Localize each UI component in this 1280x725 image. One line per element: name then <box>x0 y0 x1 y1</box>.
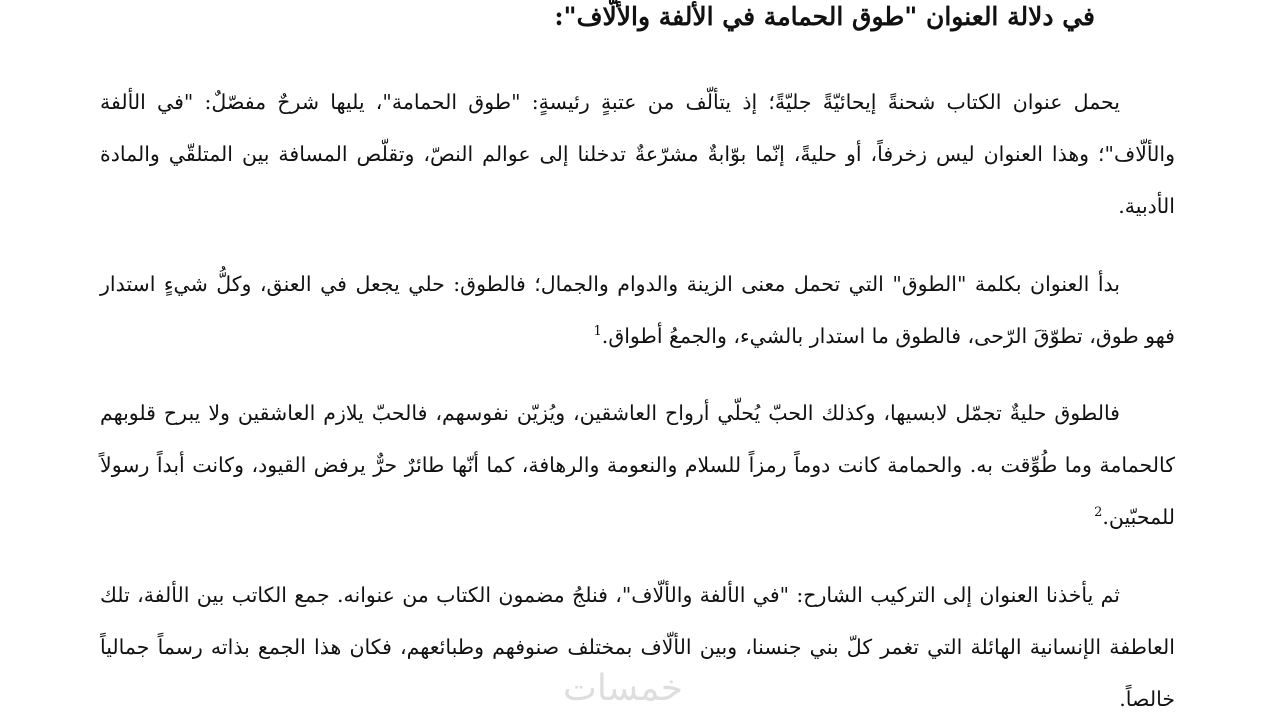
footnote-marker[interactable]: 2 <box>1094 505 1103 521</box>
paragraph-title-intro <box>100 76 1175 232</box>
paragraph-dove-symbol <box>100 387 1175 543</box>
paragraph-tawq-meaning <box>100 258 1175 362</box>
paragraph-text: يحمل عنوان الكتاب شحنةً إيحائيّةً جليّةً؛ إذ يتألّف من عتبةٍ رئيسةٍ: "طوق الحمامة"، يليها شرحٌ مفصّلٌ: "في الألفة والألّاف"؛ وهذا العنوان ليس زخرفاً، أو حليةً، إنّما بوّابةٌ مشرّعةٌ تدخلنا إلى عوالم النصّ، وتقلّص المسافة بين المتلقّي والمادة الأدبية. <box>100 90 1175 218</box>
section-heading: في دلالة العنوان "طوق الحمامة في الألفة والألّاف": <box>554 2 1095 31</box>
paragraph-explanatory-phrase <box>100 569 1175 725</box>
paragraph-text: ثم يأخذنا العنوان إلى التركيب الشارح: "في الألفة والألّاف"، فنلجُ مضمون الكتاب من عنوانه. جمع الكاتب بين الألفة، تلك العاطفة الإنسانية الهائلة التي تغمر كلّ بني جنسنا، وبين الألّاف بمختلف صنوفهم وطبائعهم، فكان هذا الجمع بذاته رسماً جمالياً خالصاً. <box>100 583 1175 711</box>
paragraph-text: فالطوق حليةٌ تجمّل لابسيها، وكذلك الحبّ يُحلّي أرواح العاشقين، ويُزيّن نفوسهم، فالحبّ يلازم العاشقين ولا يبرح قلوبهم كالحمامة وما طُوِّقت به. والحمامة كانت دوماً رمزاً للسلام والنعومة والرهافة، كما أنّها طائرٌ حرٌّ يرفض القيود، وكانت أبداً رسولاً للمحبّين. <box>100 401 1175 529</box>
paragraph-text: بدأ العنوان بكلمة "الطوق" التي تحمل معنى الزينة والدوام والجمال؛ فالطوق: حلي يجعل في العنق، وكلُّ شيءٍ استدار فهو طوق، تطوّقَ الرّحى، فالطوق ما استدار بالشيء، والجمعُ أطواق. <box>100 272 1175 348</box>
document-page <box>100 0 1175 720</box>
site-watermark: خمسات <box>563 668 684 709</box>
footnote-marker[interactable]: 1 <box>593 324 602 340</box>
